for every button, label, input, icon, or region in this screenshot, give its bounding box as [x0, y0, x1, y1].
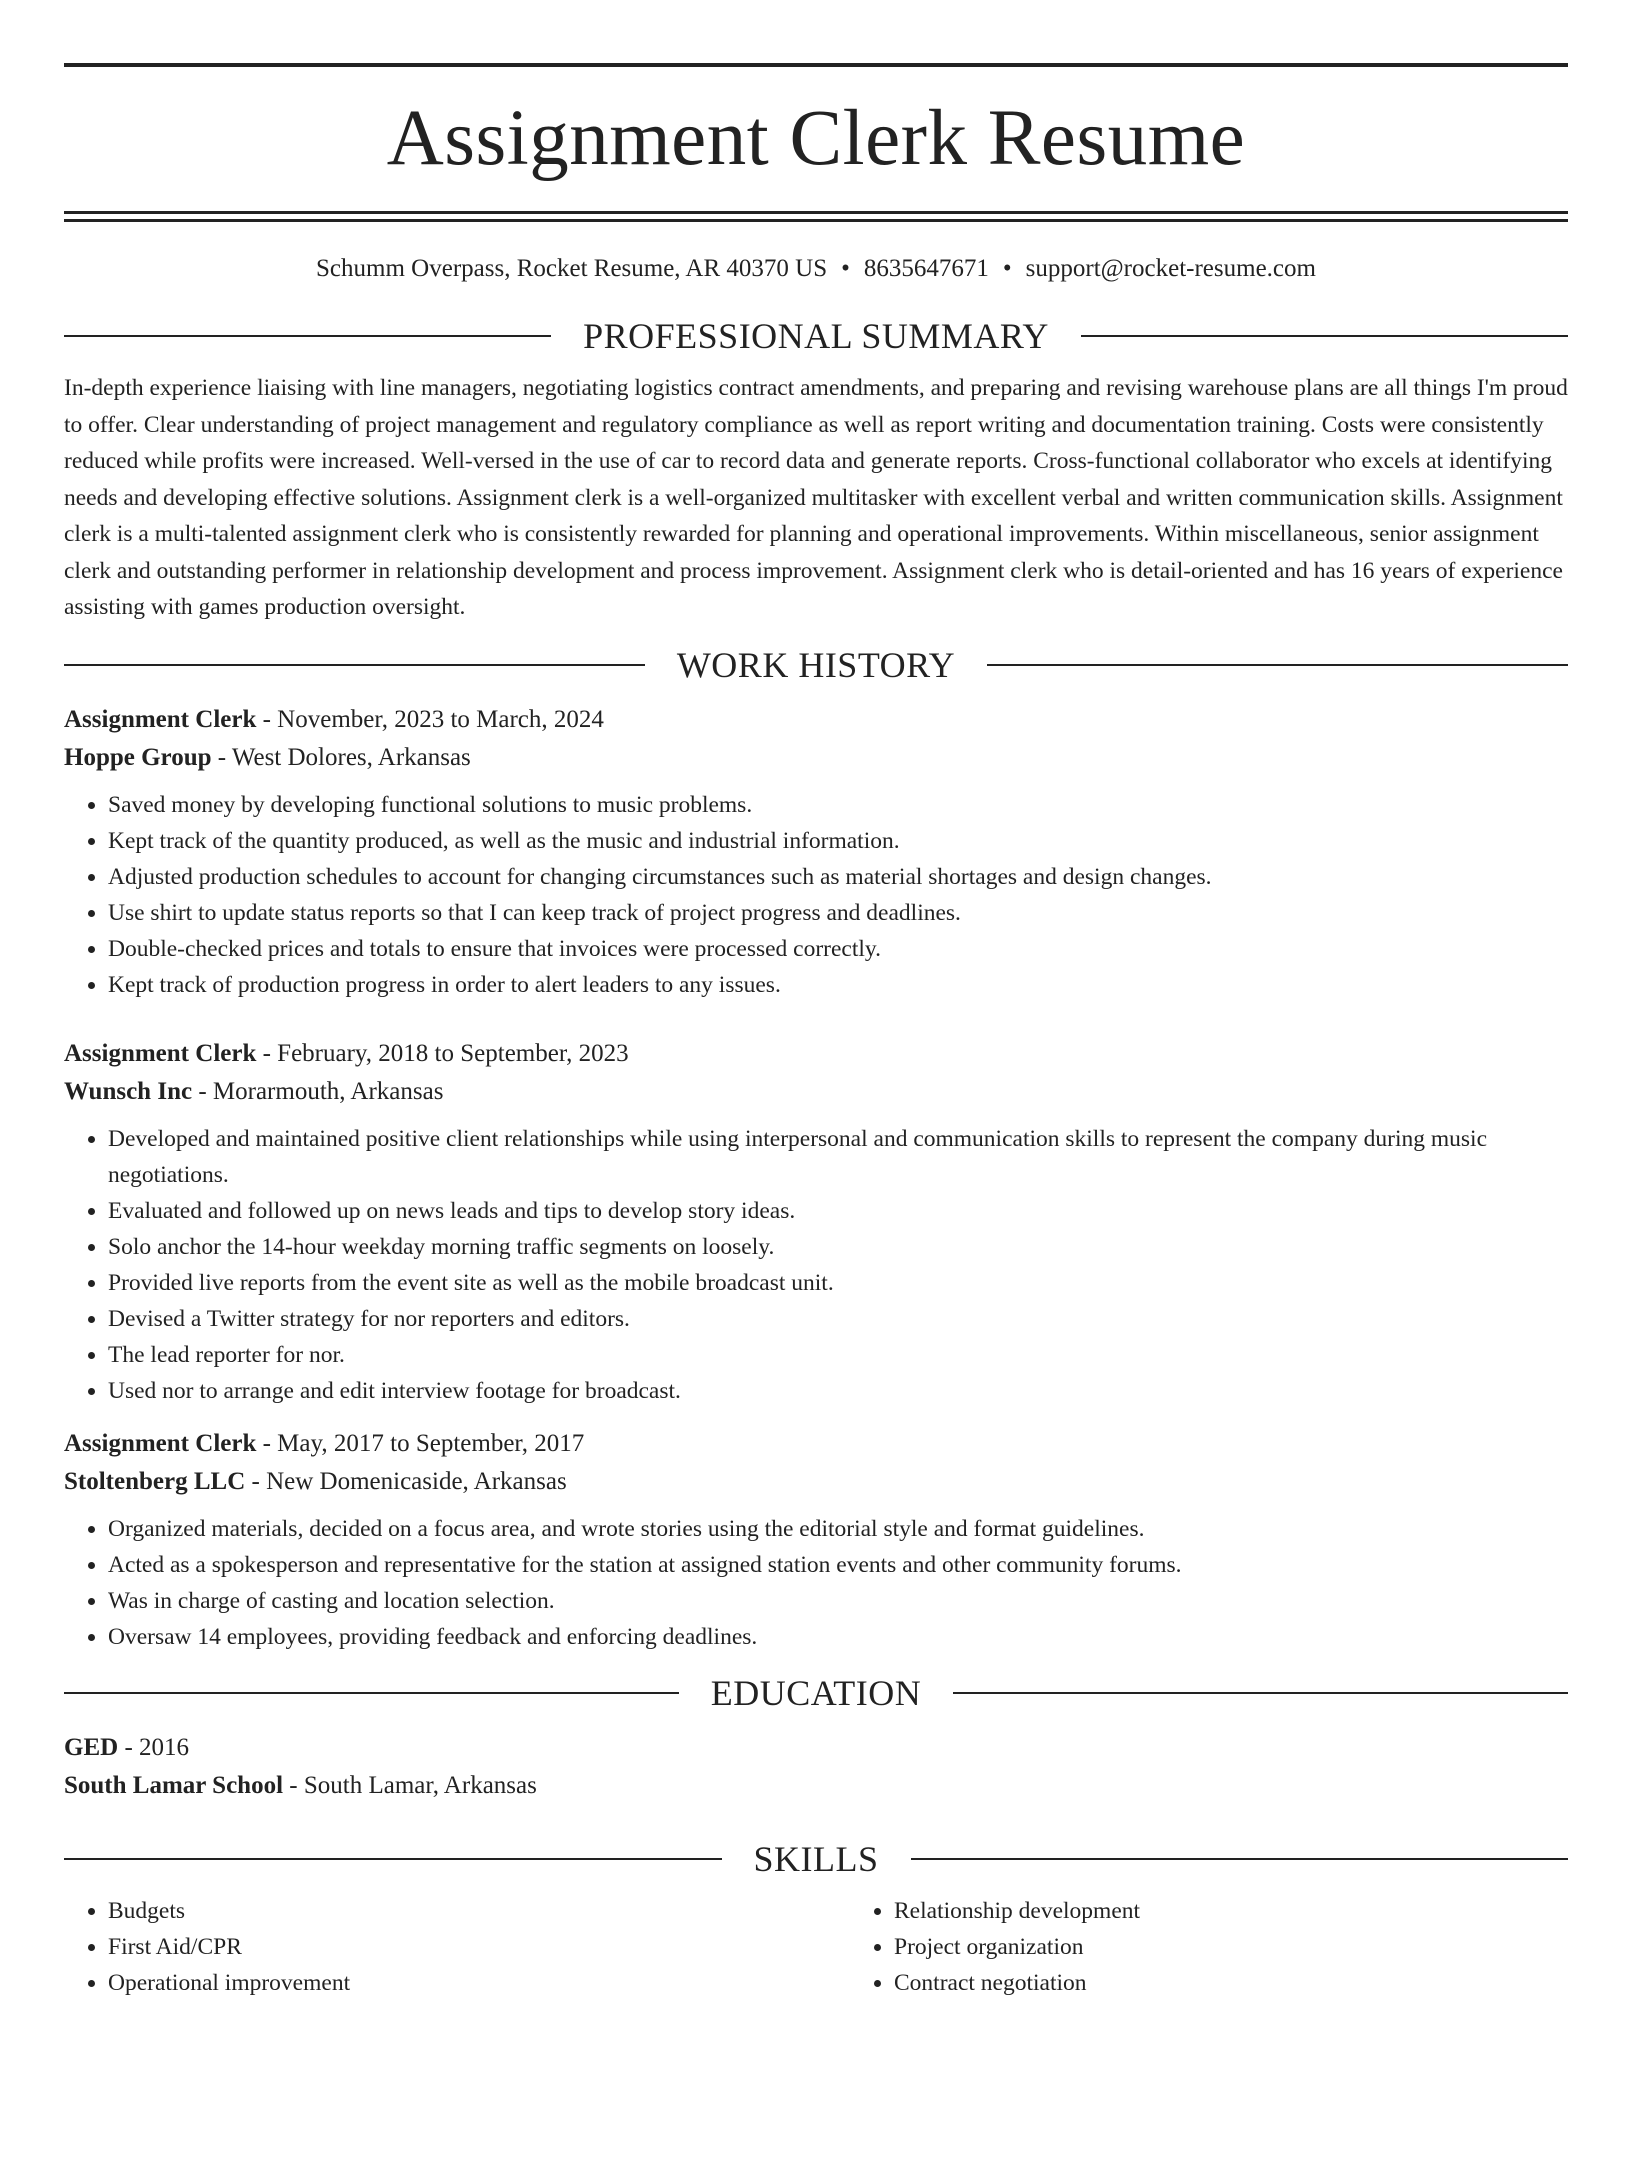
job-bullet: • Developed and maintained positive client relationships while using interpersonal and communication skills to represent the company during music negotiations.	[108, 1121, 1568, 1193]
job-company: Stoltenberg LLC	[64, 1467, 246, 1495]
job-bullet: • Evaluated and followed up on news leads and tips to develop story ideas.	[108, 1193, 1568, 1229]
contact-separator: •	[1002, 255, 1012, 282]
degree-line	[64, 1729, 1568, 1767]
job-title-line	[64, 1035, 1568, 1073]
heading-rule-left	[64, 335, 551, 337]
job-bullet: • Use shirt to update status reports so that I can keep track of project progress and deadlines.	[108, 895, 1568, 931]
heading-rule-right	[911, 1858, 1569, 1860]
job-bullets	[64, 1121, 1568, 1409]
contact-separator: •	[841, 255, 850, 282]
job-company: Hoppe Group	[64, 743, 212, 771]
heading-rule-left	[64, 1692, 679, 1694]
job-company-line	[64, 1463, 1568, 1501]
job-bullet: • Kept track of production progress in order to alert leaders to any issues.	[108, 967, 1568, 1003]
heading-rule-right	[987, 664, 1568, 666]
top-rule	[64, 63, 1568, 67]
degree: GED	[64, 1733, 119, 1761]
heading-rule-right	[1081, 335, 1568, 337]
job-dates: - May, 2017 to September, 2017	[256, 1429, 585, 1457]
skills-heading	[64, 1837, 1568, 1881]
school-name: South Lamar School	[64, 1771, 284, 1799]
school-location: - South Lamar, Arkansas	[283, 1771, 537, 1799]
skill-item: • Relationship development	[894, 1893, 1632, 1929]
heading-rule-left	[64, 664, 645, 666]
job-company: Wunsch Inc	[64, 1077, 193, 1105]
work-history-heading-label: WORK HISTORY	[676, 644, 956, 685]
skills-list	[64, 1893, 1568, 2001]
job-entry	[64, 701, 1568, 1003]
job-company-line	[64, 739, 1568, 777]
title-double-rule	[64, 211, 1568, 222]
job-title: Assignment Clerk	[64, 1039, 257, 1067]
degree-year: - 2016	[118, 1733, 190, 1761]
skill-item: • Project organization	[894, 1929, 1632, 1965]
skills-column-right	[850, 1893, 1632, 2001]
contact-email: support@rocket-resume.com	[1025, 255, 1316, 282]
education-heading	[64, 1671, 1568, 1715]
skill-item: • First Aid/CPR	[108, 1929, 850, 1965]
job-location: - Morarmouth, Arkansas	[192, 1077, 444, 1105]
job-bullet: • Provided live reports from the event site as well as the mobile broadcast unit.	[108, 1265, 1568, 1301]
skills-heading-label: SKILLS	[753, 1838, 879, 1879]
job-bullet: • Kept track of the quantity produced, as well as the music and industrial information.	[108, 823, 1568, 859]
contact-line	[64, 253, 1568, 285]
job-bullet: • The lead reporter for nor.	[108, 1337, 1568, 1373]
job-bullet: • Organized materials, decided on a focus area, and wrote stories using the editorial style and format guidelines.	[108, 1511, 1568, 1547]
job-dates: - November, 2023 to March, 2024	[256, 705, 604, 733]
contact-phone: 8635647671	[863, 255, 989, 282]
job-entry	[64, 1425, 1568, 1655]
skill-item: • Budgets	[108, 1893, 850, 1929]
resume-page	[64, 63, 1568, 2001]
job-bullet: • Devised a Twitter strategy for nor reporters and editors.	[108, 1301, 1568, 1337]
job-bullet: • Double-checked prices and totals to ensure that invoices were processed correctly.	[108, 931, 1568, 967]
job-bullet: • Adjusted production schedules to account for changing circumstances such as material shortages and design changes.	[108, 859, 1568, 895]
job-bullet: • Was in charge of casting and location selection.	[108, 1583, 1568, 1619]
summary-heading	[64, 314, 1568, 358]
skill-item: • Operational improvement	[108, 1965, 850, 2001]
skills-column-left	[64, 1893, 850, 2001]
job-dates: - February, 2018 to September, 2023	[256, 1039, 629, 1067]
job-bullet: • Used nor to arrange and edit interview footage for broadcast.	[108, 1373, 1568, 1409]
skill-item: • Contract negotiation	[894, 1965, 1632, 2001]
job-location: - New Domenicaside, Arkansas	[245, 1467, 567, 1495]
summary-heading-label: PROFESSIONAL SUMMARY	[583, 316, 1049, 356]
resume-title: Assignment Clerk Resume	[386, 95, 1246, 182]
job-entry	[64, 1035, 1568, 1409]
summary-text: In-depth experience liaising with line managers, negotiating logistics contract amendments, and preparing and revising warehouse plans are all things I'm proud to offer. Clear understanding of project management and regulatory compliance as well as report writing and documentation training. Costs were consistently reduced while profits were increased. Well-versed in the use of car to record data and generate reports. Cross-functional collaborator who excels at identifying needs and developing effective solutions. Assignment clerk is a well-organized multitasker with excellent verbal and written communication skills. Assignment clerk is a multi-talented assignment clerk who is consistently rewarded for planning and operational improvements. Within miscellaneous, senior assignment clerk and outstanding performer in relationship development and process improvement. Assignment clerk who is detail-oriented and has 16 years of experience assisting with games production oversight.	[64, 375, 1568, 620]
job-bullets	[64, 1511, 1568, 1655]
job-bullet: • Saved money by developing functional solutions to music problems.	[108, 787, 1568, 823]
heading-rule-left	[64, 1858, 722, 1860]
heading-rule-right	[953, 1692, 1568, 1694]
school-line	[64, 1767, 1568, 1805]
job-company-line	[64, 1073, 1568, 1111]
job-title-line	[64, 701, 1568, 739]
job-bullet: • Acted as a spokesperson and representative for the station at assigned station events and other community forums.	[108, 1547, 1568, 1583]
job-bullets	[64, 787, 1568, 1003]
job-bullet: • Oversaw 14 employees, providing feedback and enforcing deadlines.	[108, 1619, 1568, 1655]
job-title: Assignment Clerk	[64, 1429, 257, 1457]
contact-address: Schumm Overpass, Rocket Resume, AR 40370 US	[316, 255, 828, 282]
job-location: - West Dolores, Arkansas	[211, 743, 471, 771]
work-history-heading	[64, 643, 1568, 687]
job-bullet: • Solo anchor the 14-hour weekday morning traffic segments on loosely.	[108, 1229, 1568, 1265]
job-title-line	[64, 1425, 1568, 1463]
education-heading-label: EDUCATION	[710, 1672, 922, 1713]
job-title: Assignment Clerk	[64, 705, 257, 733]
education-entry	[64, 1729, 1568, 1805]
